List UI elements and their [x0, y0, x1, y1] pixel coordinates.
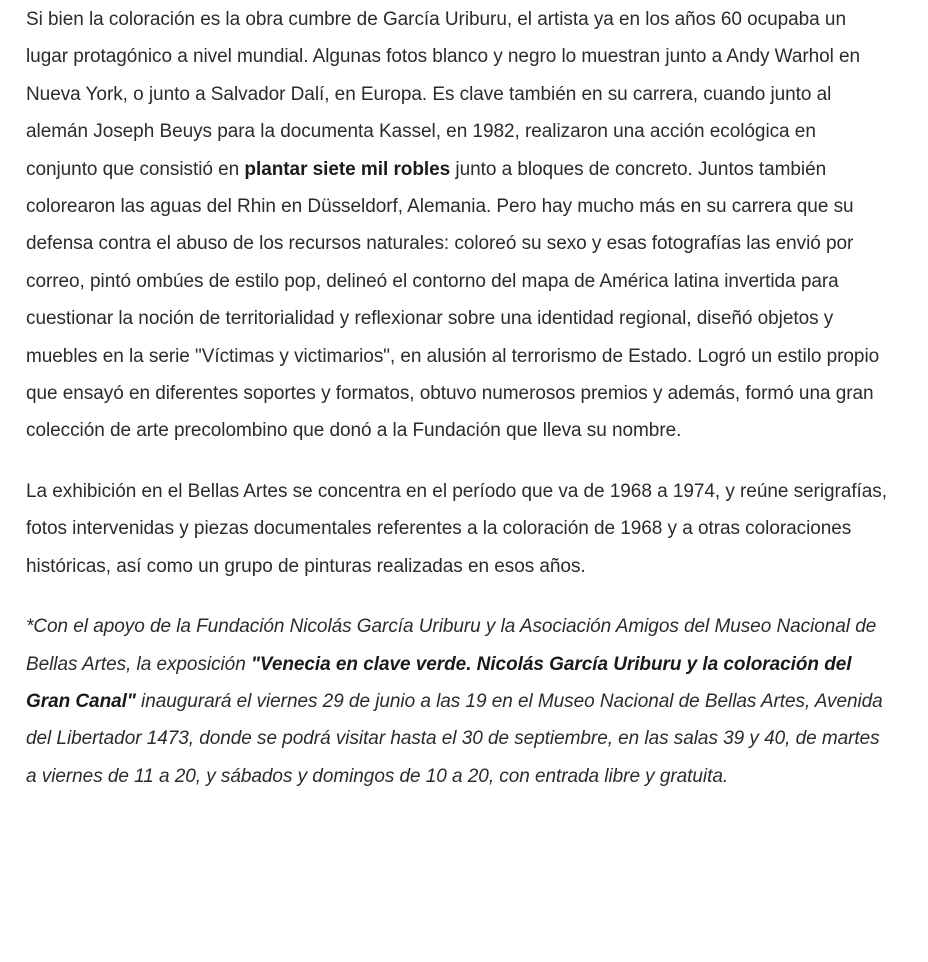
paragraph-1-text-end: junto a bloques de concreto. Juntos también colorearon las aguas del Rhin en Düsseldorf, Alemania. Pero hay mucho más en su carrera que su defensa contra el abuso de los recursos naturales: coloreó su sexo y esas fotografías las envió por correo, pintó ombúes de estilo pop, delineó el contorno del mapa de América latina invertida para cuestionar la noción de territorialidad y reflexionar sobre una identidad regional, diseñó objetos y muebles en la serie "Víctimas y victimarios", en alusión al terrorismo de Estado. Logró un estilo propio que ensayó en diferentes soportes y formatos, obtuvo numerosos premios y además, formó una gran colección de arte precolombino que donó a la Fundación que lleva su nombre. [26, 158, 880, 442]
paragraph-3-text-start: *Con el apoyo de la Fundación Nicolás García Uriburu y la Asociación Amigos del Museo Nacional de Bellas Artes, la exposición [26, 616, 877, 675]
exhibition-title: "Venecia en clave verde. Nicolás García Uriburu y la coloración del Gran Canal" [26, 653, 852, 712]
article-paragraph-3 [26, 608, 888, 795]
paragraph-3-text-end: inaugurará el viernes 29 de junio a las 19 en el Museo Nacional de Bellas Artes, Avenida del Libertador 1473, donde se podrá visitar hasta el 30 de septiembre, en las salas 39 y 40, de martes a viernes de 11 a 20, y sábados y domingos de 10 a 20, con entrada libre y gratuita. [26, 690, 883, 787]
article-paragraph-2 [26, 473, 888, 585]
paragraph-1-text-start: Si bien la coloración es la obra cumbre de García Uriburu, el artista ya en los años 60 ocupaba un lugar protagónico a nivel mundial. Algunas fotos blanco y negro lo muestran junto a Andy Warhol en Nueva York, o junto a Salvador Dalí, en Europa. Es clave también en su carrera, cuando junto al alemán Joseph Beuys para la documenta Kassel, en 1982, realizaron una acción ecológica en conjunto que consistió en [26, 9, 861, 180]
paragraph-2-text: La exhibición en el Bellas Artes se concentra en el período que va de 1968 a 1974, y reúne serigrafías, fotos intervenidas y piezas documentales referentes a la coloración de 1968 y a otras coloraciones históricas, así como un grupo de pinturas realizadas en esos años. [26, 480, 887, 577]
paragraph-1-bold-text: plantar siete mil robles [244, 158, 451, 180]
article-paragraph-1 [26, 0, 888, 450]
